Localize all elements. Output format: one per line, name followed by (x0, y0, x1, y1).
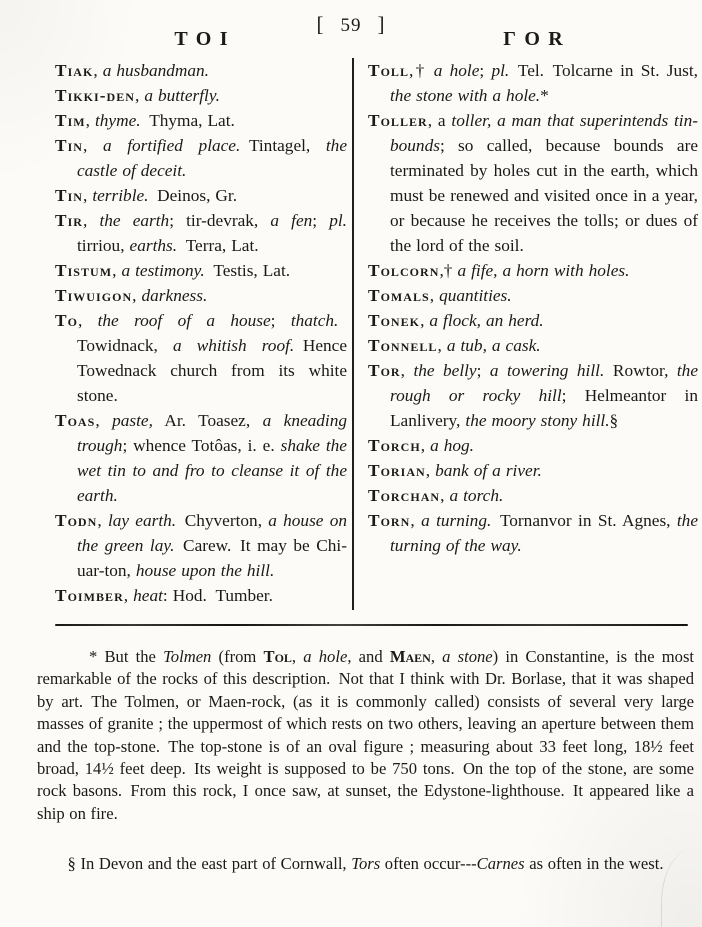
text-segment: , (420, 436, 431, 455)
text-segment: , (95, 411, 113, 430)
text-segment: heat (133, 586, 163, 605)
left-column (55, 28, 347, 608)
text-segment: , (410, 511, 422, 530)
dict-entry (55, 133, 347, 183)
text-segment: , (429, 286, 440, 305)
dict-entry (55, 283, 347, 308)
text-segment: a husbandman. (102, 61, 210, 80)
text-segment: a flock, an herd. (429, 311, 544, 330)
text-segment: a turning. (421, 511, 492, 530)
text-segment: paste, (112, 411, 153, 430)
headword: Tistum (55, 261, 113, 280)
text-segment: Tol (263, 647, 292, 666)
page-number-bracket-left: [ (316, 12, 325, 36)
text-segment: § In Devon and the east part of Cornwall, (67, 854, 352, 874)
headword: To (55, 311, 78, 330)
text-segment: Tel. Tolcarne in St. Just, (509, 61, 698, 80)
text-segment: ,† (439, 261, 458, 280)
dict-entry (55, 308, 347, 408)
dict-entry (368, 508, 698, 558)
text-segment: : Hod. Tumber. (162, 586, 273, 605)
dict-entry (55, 108, 347, 133)
text-segment: shake the wet tin to and fro to cleanse it of the earth. (77, 436, 347, 505)
text-segment: house upon the hill. (135, 561, 275, 580)
dict-entry (55, 83, 347, 108)
text-segment: Testis, Lat. (204, 261, 291, 280)
dict-entry (368, 433, 698, 458)
text-segment: ; Helmeantor in Lanlivery, (390, 386, 698, 430)
headword: Tim (55, 111, 86, 130)
text-segment: a fortified place. (102, 136, 241, 155)
text-segment: lay earth. (107, 511, 177, 530)
text-segment: terrible. (92, 186, 149, 205)
text-segment: Carnes (476, 854, 525, 874)
text-segment: ; so called, because bounds are terminated by holes cut in the earth, which must be renewed and visited once in a year, or because he receives the tolls; or dues of the lord of the soil. (390, 136, 698, 255)
text-segment: tirriou, (77, 236, 130, 255)
dict-entry (368, 258, 698, 283)
text-segment: , (97, 511, 108, 530)
text-segment: often occur--- (380, 854, 477, 874)
dict-entry (55, 183, 347, 208)
text-segment: Tornanvor in St. Agnes, (491, 511, 677, 530)
text-segment: , (112, 261, 122, 280)
headword: Toas (55, 411, 96, 430)
text-segment: ; (479, 61, 492, 80)
text-segment: the stone with a hole. (390, 86, 541, 105)
text-segment: , (430, 647, 443, 666)
text-segment: Terra, Lat. (177, 236, 259, 255)
left-column-running-head: TOI (174, 28, 236, 50)
text-segment: ; (476, 361, 490, 380)
headword: Tonek (368, 311, 421, 330)
page-number-bracket-right: ] (377, 12, 386, 36)
text-segment: a fife, a horn with holes. (457, 261, 630, 280)
text-segment: ; whence Totôas, i. e. (122, 436, 281, 455)
text-segment: , (437, 336, 447, 355)
text-segment: Rowtor, (604, 361, 677, 380)
dict-entry (55, 583, 347, 608)
text-segment: Hence Towednack church from its white stone. (77, 336, 347, 405)
text-segment: the roof of a house (97, 311, 271, 330)
text-segment: the moory stony hill. (465, 411, 610, 430)
dict-entry (55, 258, 347, 283)
left-column-entries (55, 58, 347, 608)
headword: Tir (55, 211, 83, 230)
headword: Tiwuigon (55, 286, 133, 305)
text-segment: , (82, 211, 100, 230)
text-segment: , (77, 311, 98, 330)
dict-entry (55, 58, 347, 83)
headword: Torn (368, 511, 411, 530)
text-segment: earths. (129, 236, 178, 255)
text-segment: ; (312, 211, 330, 230)
text-segment: , (420, 311, 430, 330)
headword: Toimber (55, 586, 124, 605)
text-segment: * But the (89, 647, 164, 666)
headword: Tin (55, 136, 83, 155)
headword: Tolcorn (368, 261, 440, 280)
text-segment: as often in the west. (524, 854, 664, 874)
text-segment: thyme. (94, 111, 141, 130)
text-segment: pl. (329, 211, 347, 230)
text-segment: , (85, 111, 95, 130)
text-segment: ,† (409, 61, 434, 80)
text-segment: a whitish roof. (172, 336, 295, 355)
right-column-entries (368, 58, 698, 558)
text-segment: Deinos, Gr. (148, 186, 238, 205)
text-segment: a kneading trough (77, 411, 347, 455)
text-segment: , (82, 136, 103, 155)
dict-entry (55, 508, 347, 583)
text-segment: , (82, 186, 93, 205)
text-segment: a hole (303, 647, 348, 666)
dict-entry (368, 333, 698, 358)
headword: Torch (368, 436, 421, 455)
page-number: 59 (340, 15, 362, 36)
dict-entry (368, 58, 698, 108)
headword: Torian (368, 461, 426, 480)
dict-entry (368, 358, 698, 433)
right-column-running-head: ΓOR (503, 28, 572, 50)
headword: Torchan (368, 486, 441, 505)
text-segment: the belly (413, 361, 477, 380)
dict-entry (368, 108, 698, 258)
text-segment: Carew. It may be Chi-uar-ton, (77, 536, 347, 580)
text-segment: , (425, 461, 436, 480)
text-segment: bank of a river. (435, 461, 542, 480)
text-segment: darkness. (141, 286, 208, 305)
text-segment: the earth (99, 211, 170, 230)
dict-entry (368, 283, 698, 308)
text-segment: Ar. Toasez, (152, 411, 263, 430)
text-segment: , (123, 586, 134, 605)
text-segment: * (540, 86, 549, 105)
text-segment: the castle of deceit. (77, 136, 347, 180)
text-segment: Maen (389, 647, 431, 666)
footnote-separator-rule (55, 624, 688, 626)
text-segment: quantities. (439, 286, 512, 305)
text-segment: a testimony. (121, 261, 205, 280)
footnotes (37, 646, 694, 876)
footnote-section-mark (37, 853, 694, 875)
text-segment: Thyma, Lat. (140, 111, 235, 130)
text-segment: (from (211, 647, 264, 666)
headword: Tikki-den (55, 86, 135, 105)
headword: Toll (368, 61, 410, 80)
text-segment: , (440, 486, 450, 505)
dict-entry (55, 408, 347, 508)
text-segment: , (400, 361, 414, 380)
text-segment: Tintagel, (240, 136, 326, 155)
footnote-asterisk (37, 646, 694, 825)
headword: Toller (368, 111, 428, 130)
text-segment: toller, a man that superintends tin-bounds (390, 111, 698, 155)
text-segment: a butterfly. (144, 86, 220, 105)
text-segment: pl. (491, 61, 510, 80)
text-segment: Chyverton, (176, 511, 269, 530)
text-segment: a fen (270, 211, 313, 230)
headword: Tonnell (368, 336, 438, 355)
text-segment: Tors (351, 854, 381, 874)
text-segment: a hog. (430, 436, 474, 455)
dict-entry (368, 458, 698, 483)
text-segment: a hole (433, 61, 480, 80)
text-segment: a torch. (449, 486, 504, 505)
text-segment: a stone (442, 647, 493, 666)
headword: Tomals (368, 286, 430, 305)
text-segment: , (93, 61, 103, 80)
headword: Tiak (55, 61, 94, 80)
text-segment: § (609, 411, 619, 430)
text-segment: , a (427, 111, 452, 130)
text-segment: , (134, 86, 145, 105)
text-segment: , (132, 286, 142, 305)
text-segment: ) in Constantine, is the most remarkable of the rocks of this description. Not that I think with Dr. Borlase, that it was shaped by art. The Tolmen, or Maen-rock, (as it is commonly called) consists of several very large masses of granite ; the uppermost of which rests on two others, leaving an aperture between them and the top-stone. The top-stone is of an oval figure ; measuring about 33 feet long, 18½ feet broad, 14½ feet deep. Its weight is supposed to be 750 tons. On the top of the stone, are some rock basons. From this rock, I once saw, at sunset, the Edystone-lighthouse. It appeared like a ship on fire. (37, 647, 695, 823)
text-segment: a towering hill. (489, 361, 605, 380)
text-segment: , (291, 647, 304, 666)
column-divider-rule (352, 58, 354, 610)
text-segment: the turning of the way. (390, 511, 698, 555)
headword: Todn (55, 511, 98, 530)
text-segment: ; (270, 311, 291, 330)
text-segment: ; tir-devrak, (169, 211, 271, 230)
text-segment: , and (347, 647, 390, 666)
dict-entry (55, 208, 347, 258)
text-segment: Towidnack, (77, 311, 347, 355)
text-segment: Tolmen (163, 647, 212, 666)
text-segment: thatch. (290, 311, 339, 330)
dict-entry (368, 308, 698, 333)
dict-entry (368, 483, 698, 508)
headword: Tin (55, 186, 83, 205)
headword: Tor (368, 361, 401, 380)
text-segment: the rough or rocky hill (390, 361, 698, 405)
text-segment: a house on the green lay. (77, 511, 347, 555)
right-column (368, 28, 698, 558)
text-segment: a tub, a cask. (446, 336, 541, 355)
